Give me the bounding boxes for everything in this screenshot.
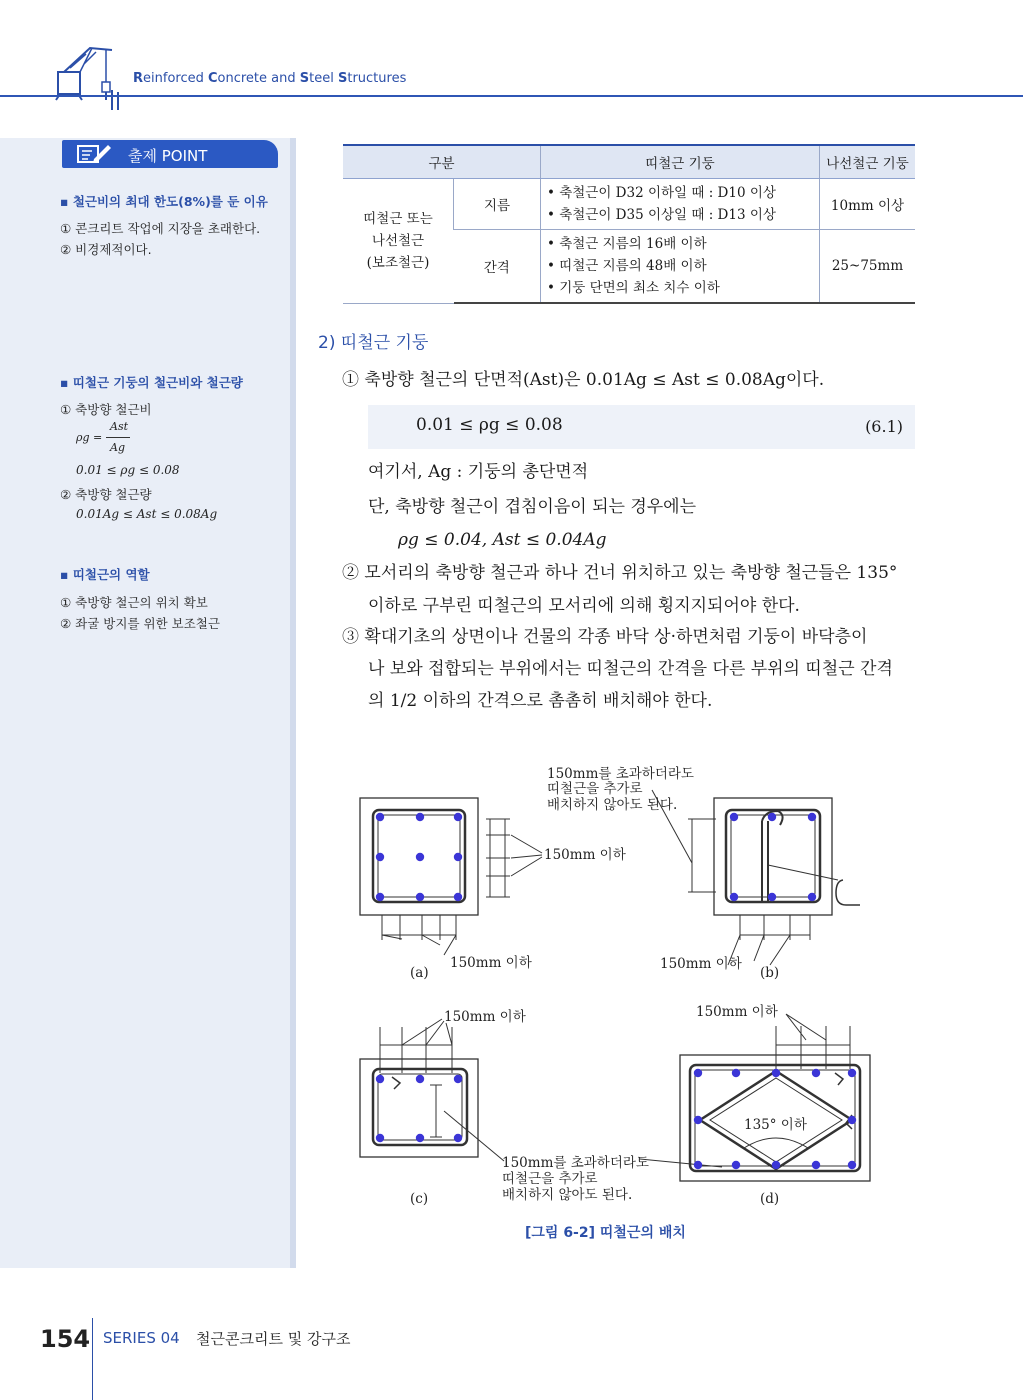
running-header-title: Reinforced Concrete and Steel Structures — [133, 71, 407, 86]
subfig-label: (b) — [760, 965, 780, 981]
page-number: 154 — [40, 1325, 91, 1353]
subfig-label: (d) — [760, 1191, 780, 1207]
tie-cell: • 축철근 지름의 16배 이하 • 띠철근 지름의 48배 이하 • 기둥 단면의 최소 치수 이하 — [540, 230, 819, 304]
tie-cell: • 축철근이 D32 이하일 때 : D10 이상 • 축철근이 D35 이상일 때 : D13 이상 — [540, 179, 819, 230]
rebar-dot — [376, 893, 384, 901]
crane-logo-icon — [50, 42, 125, 112]
figure-d — [640, 1014, 870, 1181]
sidebar-heading-2: ▪ 띠철근 기둥의 철근비와 철근량 — [60, 375, 243, 390]
paragraph-3-line: 나 보와 접합되는 부위에서는 띠철근의 간격을 다른 부위의 띠철근 간격 — [368, 659, 893, 679]
point-badge — [62, 140, 278, 168]
sidebar-item: ② 축방향 철근량 — [60, 487, 152, 502]
book-title: 철근콘크리트 및 강구조 — [196, 1330, 351, 1348]
spiral-cell: 25~75mm — [819, 230, 915, 304]
table-row — [343, 179, 915, 230]
note-bottom-line: 150mm를 초과하더라도 — [502, 1155, 649, 1171]
rebar-dot — [694, 1069, 702, 1077]
rebar-dot — [454, 893, 462, 901]
longitudinal-bars — [376, 813, 856, 1169]
rebar-dot — [454, 1075, 462, 1083]
figure-a — [360, 798, 542, 955]
paragraph-3-line: 의 1/2 이하의 간격으로 촘촘히 배치해야 한다. — [368, 691, 713, 711]
rebar-dot — [812, 1161, 820, 1169]
dim-label: 150mm 이하 — [444, 1009, 526, 1025]
condition-line: 단, 축방향 철근이 겹침이음이 되는 경우에는 — [368, 497, 697, 517]
footer-rule — [92, 1318, 93, 1400]
note-top-line: 배치하지 않아도 된다. — [547, 797, 678, 813]
condition-equation: ρg ≤ 0.04, Ast ≤ 0.04Ag — [398, 530, 607, 550]
rebar-dot — [454, 1134, 462, 1142]
figure-text — [410, 765, 807, 1207]
rebar-dot — [376, 1075, 384, 1083]
rebar-dot — [416, 1075, 424, 1083]
header-rule — [0, 95, 1023, 97]
paragraph-2-line: ② 모서리의 축방향 철근과 하나 건너 위치하고 있는 축방향 철근들은 135° — [342, 563, 898, 583]
row-label: 간격 — [454, 230, 541, 304]
rebar-dot — [416, 813, 424, 821]
sidebar-item: ① 축방향 철근의 위치 확보 — [60, 595, 208, 610]
table-header: 구분 — [343, 145, 540, 179]
rebar-dot — [376, 1134, 384, 1142]
angle-label: 135° 이하 — [744, 1117, 807, 1133]
sidebar-panel — [0, 138, 290, 1268]
rebar-dot — [730, 893, 738, 901]
tie-spec-table — [343, 144, 915, 304]
rho-range: 0.01 ≤ ρg ≤ 0.08 — [76, 463, 180, 477]
section-title: 2) 띠철근 기둥 — [318, 333, 429, 353]
rho-formula: ρg = Ast Ag — [76, 420, 129, 454]
point-label: 출제 POINT — [128, 147, 208, 165]
rebar-dot — [416, 893, 424, 901]
paragraph-2-line: 이하로 구부린 띠철근의 모서리에 의해 횡지지되어야 한다. — [368, 596, 800, 616]
table-header-row — [343, 145, 915, 179]
rebar-dot — [848, 1161, 856, 1169]
rebar-dot — [772, 1069, 780, 1077]
sidebar-item: ② 좌굴 방지를 위한 보조철근 — [60, 616, 220, 631]
ast-range: 0.01Ag ≤ Ast ≤ 0.08Ag — [76, 507, 218, 521]
rebar-dot — [808, 813, 816, 821]
row-group-cell: 띠철근 또는 나선철근 (보조철근) — [343, 179, 454, 304]
sidebar-item: ② 비경제적이다. — [60, 242, 152, 257]
pen-note-icon — [76, 143, 112, 165]
note-top-line: 150mm를 초과하더라도 — [547, 766, 694, 782]
note-bottom-line: 띠철근을 추가로 — [502, 1171, 598, 1187]
paragraph-3-line: ③ 확대기초의 상면이나 건물의 각종 바닥 상·하면처럼 기둥이 바닥층이 — [342, 627, 868, 647]
figure-caption: [그림 6-2] 띠철근의 배치 — [525, 1225, 686, 1241]
spiral-cell: 10mm 이상 — [819, 179, 915, 230]
subfig-label: (a) — [410, 965, 429, 981]
sidebar-heading-1: ▪ 철근비의 최대 한도(8%)를 둔 이유 — [60, 194, 268, 209]
rebar-dot — [732, 1069, 740, 1077]
dim-label: 150mm 이하 — [544, 847, 626, 863]
table-header: 띠철근 기둥 — [540, 145, 819, 179]
rebar-dot — [772, 1161, 780, 1169]
rebar-dot — [732, 1161, 740, 1169]
rebar-dot — [768, 893, 776, 901]
rebar-dot — [694, 1116, 702, 1124]
rebar-dot — [808, 893, 816, 901]
sidebar-item: ① 콘크리트 작업에 지장을 초래한다. — [60, 221, 261, 236]
rebar-dot — [454, 813, 462, 821]
dim-label: 150mm 이하 — [696, 1004, 778, 1020]
sidebar-edge — [290, 138, 296, 1268]
rebar-dot — [812, 1069, 820, 1077]
rebar-dot — [848, 1116, 856, 1124]
figure-b — [652, 790, 860, 965]
equation: 0.01 ≤ ρg ≤ 0.08 — [416, 415, 563, 435]
subfig-label: (c) — [410, 1191, 429, 1207]
rebar-dot — [416, 1134, 424, 1142]
note-top-line: 띠철근을 추가로 — [547, 781, 643, 797]
dim-label: 150mm 이하 — [450, 955, 532, 971]
dim-label: 150mm 이하 — [660, 956, 742, 972]
rebar-dot — [376, 813, 384, 821]
rebar-dot — [376, 853, 384, 861]
rebar-dot — [768, 813, 776, 821]
equation-box — [368, 405, 915, 449]
rebar-dot — [730, 813, 738, 821]
rebar-dot — [454, 853, 462, 861]
tie-arrangement-figure — [340, 755, 900, 1215]
series-label: SERIES 04 — [103, 1329, 180, 1347]
sidebar-heading-3: ▪ 띠철근의 역할 — [60, 567, 150, 582]
rebar-dot — [416, 853, 424, 861]
where-line: 여기서, Ag : 기둥의 총단면적 — [368, 462, 589, 482]
paragraph-1: ① 축방향 철근의 단면적(Ast)은 0.01Ag ≤ Ast ≤ 0.08Ag이다. — [342, 370, 825, 390]
rebar-dot — [848, 1069, 856, 1077]
row-label: 지름 — [454, 179, 541, 230]
sidebar-item: ① 축방향 철근비 — [60, 402, 152, 417]
equation-number: (6.1) — [865, 417, 903, 436]
rebar-dot — [694, 1161, 702, 1169]
table-header: 나선철근 기둥 — [819, 145, 915, 179]
note-bottom-line: 배치하지 않아도 된다. — [502, 1187, 633, 1203]
